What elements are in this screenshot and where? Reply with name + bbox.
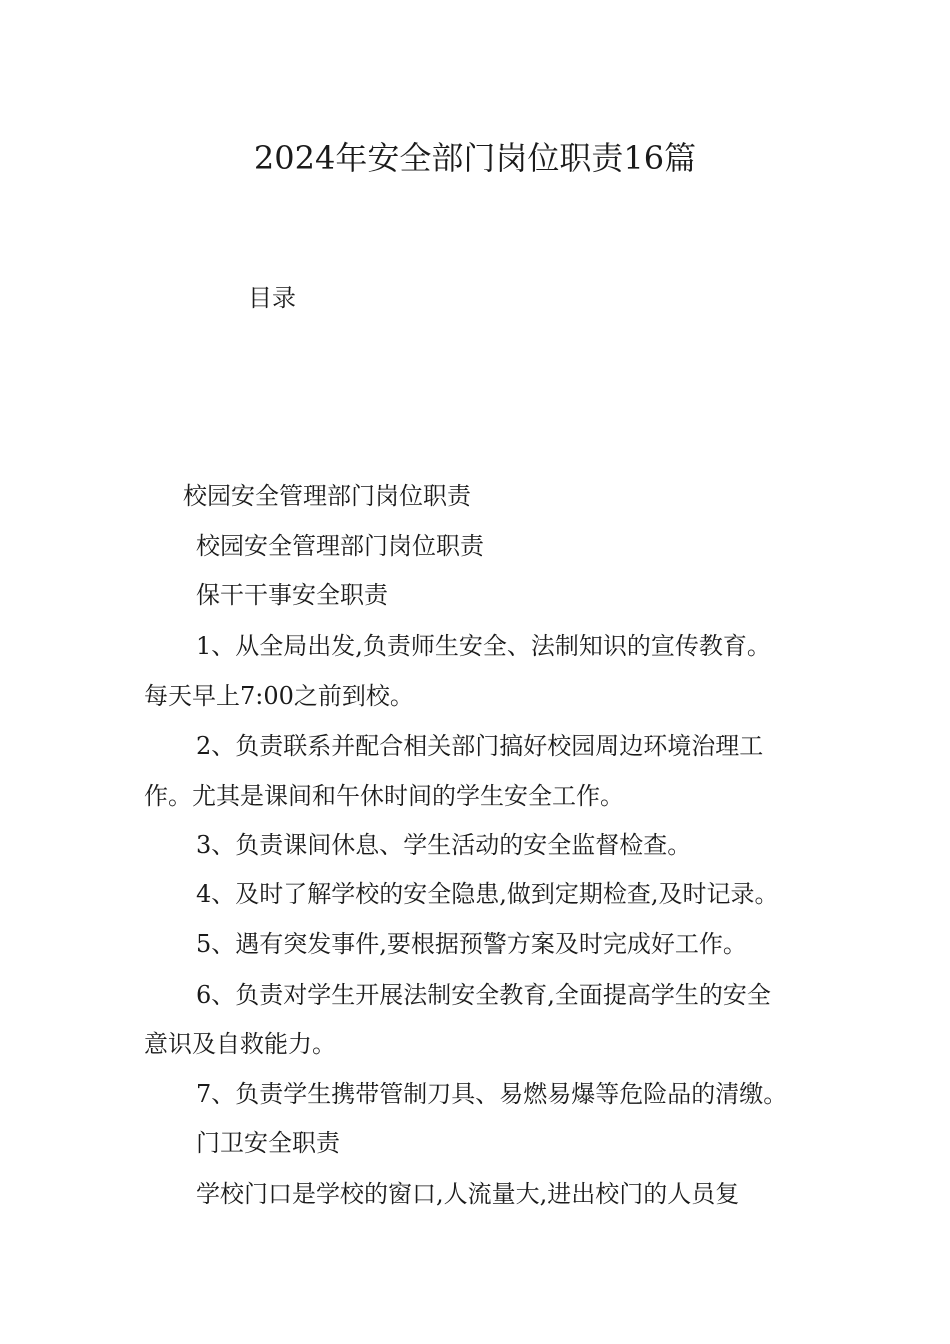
- list-item-1-line-1: 1、从全局出发,负责师生安全、法制知识的宣传教育。: [196, 632, 771, 660]
- list-item-3: 3、负责课间休息、学生活动的安全监督检查。: [196, 831, 692, 859]
- list-item-4: 4、及时了解学校的安全隐患,做到定期检查,及时记录。: [196, 880, 779, 908]
- list-item-2-line-2: 作。尤其是课间和午休时间的学生安全工作。: [144, 782, 624, 810]
- section-heading: 校园安全管理部门岗位职责: [196, 532, 484, 560]
- list-item-1-line-2: 每天早上7:00之前到校。: [144, 682, 414, 710]
- toc-heading: 目录: [248, 284, 296, 312]
- sub-heading: 保干干事安全职责: [196, 581, 388, 609]
- list-item-6-line-1: 6、负责对学生开展法制安全教育,全面提高学生的安全: [196, 981, 771, 1009]
- paragraph-line: 学校门口是学校的窗口,人流量大,进出校门的人员复: [196, 1180, 740, 1208]
- list-item-7: 7、负责学生携带管制刀具、易燃易爆等危险品的清缴。: [196, 1080, 788, 1108]
- toc-entry[interactable]: 校园安全管理部门岗位职责: [183, 482, 471, 510]
- list-item-5: 5、遇有突发事件,要根据预警方案及时完成好工作。: [196, 930, 747, 958]
- document-title: 2024年安全部门岗位职责16篇: [253, 139, 697, 177]
- sub-heading: 门卫安全职责: [196, 1129, 340, 1157]
- list-item-6-line-2: 意识及自救能力。: [144, 1030, 336, 1058]
- list-item-2-line-1: 2、负责联系并配合相关部门搞好校园周边环境治理工: [196, 732, 764, 760]
